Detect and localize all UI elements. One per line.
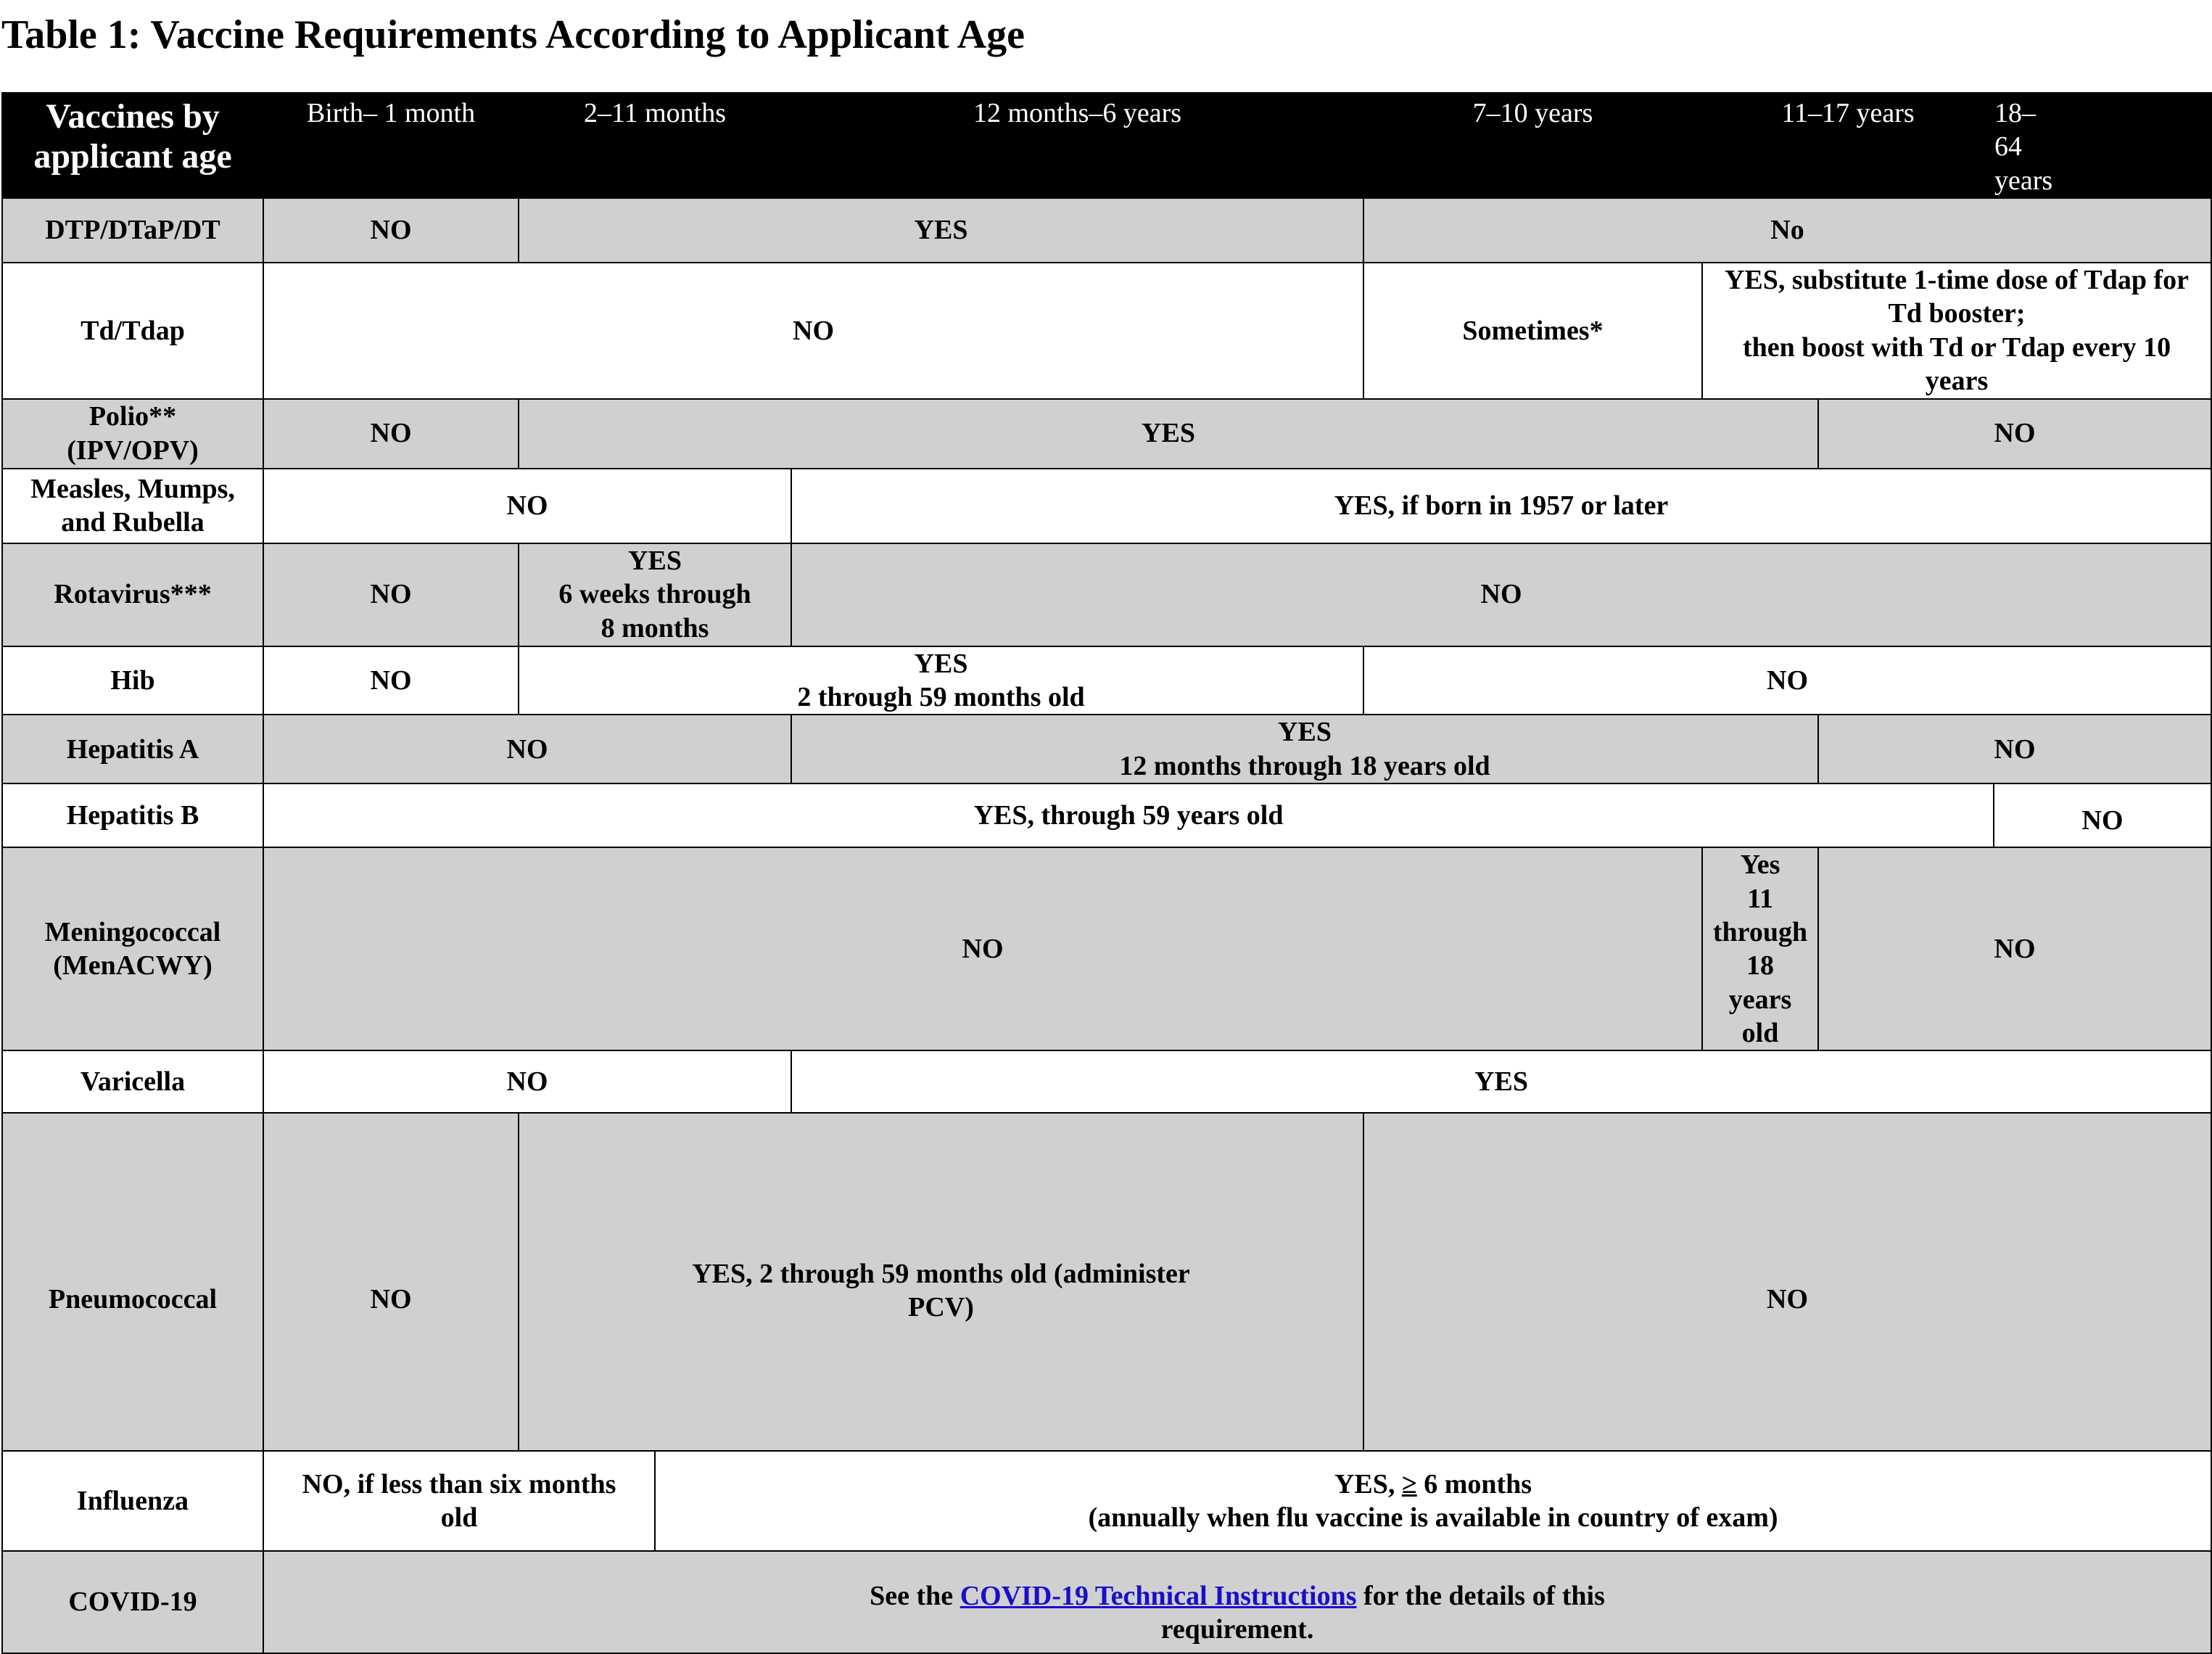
row-hepatitis-a — [2, 715, 2211, 783]
cell: YES, through 59 years old — [263, 783, 1994, 847]
cell: YES 6 weeks through 8 months — [519, 543, 791, 646]
header-age-birth: Birth– 1 month — [263, 93, 519, 198]
cell: YES, 2 through 59 months old (administer PCV) — [519, 1113, 1363, 1451]
header-age-18-64: 18–64 years — [1994, 93, 2211, 198]
row-pneumococcal — [2, 1113, 2211, 1451]
header-row — [2, 93, 2211, 198]
vaccine-label: Hib — [2, 646, 263, 715]
cell: NO — [263, 646, 519, 715]
cell: Yes 11 through 18 years old — [1702, 847, 1818, 1050]
cell: YES, substitute 1-time dose of Tdap for Td booster; then boost with Td or Tdap every 10 years — [1702, 263, 2211, 398]
page-title: Table 1: Vaccine Requirements According to Applicant Age — [1, 12, 1025, 57]
cell: NO — [263, 543, 519, 646]
row-covid-19 — [2, 1551, 2211, 1653]
cell: YES 12 months through 18 years old — [791, 715, 1818, 783]
vaccine-label: COVID-19 — [2, 1551, 263, 1653]
row-td — [2, 263, 2211, 398]
header-age-7-10: 7–10 years — [1363, 93, 1702, 198]
cell: YES, if born in 1957 or later — [791, 469, 2211, 543]
cell: NO — [1818, 715, 2211, 783]
cell: NO — [263, 469, 791, 543]
vaccine-label: Td/Tdap — [2, 263, 263, 398]
cell: YES — [791, 1050, 2211, 1113]
row-hepatitis-b — [2, 783, 2211, 847]
vaccine-label: Influenza — [2, 1451, 263, 1551]
vaccine-label: Meningococcal (MenACWY) — [2, 847, 263, 1050]
vaccine-label: Hepatitis A — [2, 715, 263, 783]
row-rotavirus — [2, 543, 2211, 646]
cell: YES — [519, 399, 1818, 469]
covid-technical-instructions-link[interactable]: COVID-19 Technical Instructions — [960, 1581, 1357, 1612]
cell: NO — [263, 1050, 791, 1113]
vaccine-label: Polio** (IPV/OPV) — [2, 399, 263, 469]
header-age-2-11-months: 2–11 months — [519, 93, 791, 198]
cell: NO — [263, 399, 519, 469]
vaccine-label: Hepatitis B — [2, 783, 263, 847]
row-dtp — [2, 198, 2211, 263]
row-mmr — [2, 469, 2211, 543]
vaccine-label: Rotavirus*** — [2, 543, 263, 646]
header-age-11-17: 11–17 years — [1702, 93, 1994, 198]
cell: YES — [519, 198, 1363, 263]
cell: NO — [263, 847, 1702, 1050]
cell: NO — [1818, 847, 2211, 1050]
vaccine-label: Measles, Mumps, and Rubella — [2, 469, 263, 543]
vaccine-label: Pneumococcal — [2, 1113, 263, 1451]
cell: YES, ≥ 6 months (annually when flu vaccine is available in country of exam) — [655, 1451, 2211, 1551]
cell: NO — [263, 1113, 519, 1451]
vaccine-requirements-table — [1, 92, 2212, 1654]
row-influenza — [2, 1451, 2211, 1551]
vaccine-label: DTP/DTaP/DT — [2, 198, 263, 263]
cell: NO — [791, 543, 2211, 646]
vaccine-label: Varicella — [2, 1050, 263, 1113]
cell: NO — [263, 715, 791, 783]
row-varicella — [2, 1050, 2211, 1113]
cell: YES 2 through 59 months old — [519, 646, 1363, 715]
cell: NO — [1363, 646, 2211, 715]
cell: NO, if less than six months old — [263, 1451, 655, 1551]
row-polio — [2, 399, 2211, 469]
row-meningococcal — [2, 847, 2211, 1050]
header-corner: Vaccines by applicant age — [2, 93, 263, 198]
cell: NO — [1363, 1113, 2211, 1451]
header-age-12m-6y: 12 months–6 years — [791, 93, 1363, 198]
cell: NO — [1818, 399, 2211, 469]
cell: NO — [263, 198, 519, 263]
cell: Sometimes* — [1363, 263, 1702, 398]
cell: No — [1363, 198, 2211, 263]
cell: NO — [263, 263, 1363, 398]
cell: See the COVID-19 Technical Instructions for the details of this requirement. — [263, 1551, 2211, 1653]
row-hib — [2, 646, 2211, 715]
cell: NO — [1994, 783, 2211, 847]
